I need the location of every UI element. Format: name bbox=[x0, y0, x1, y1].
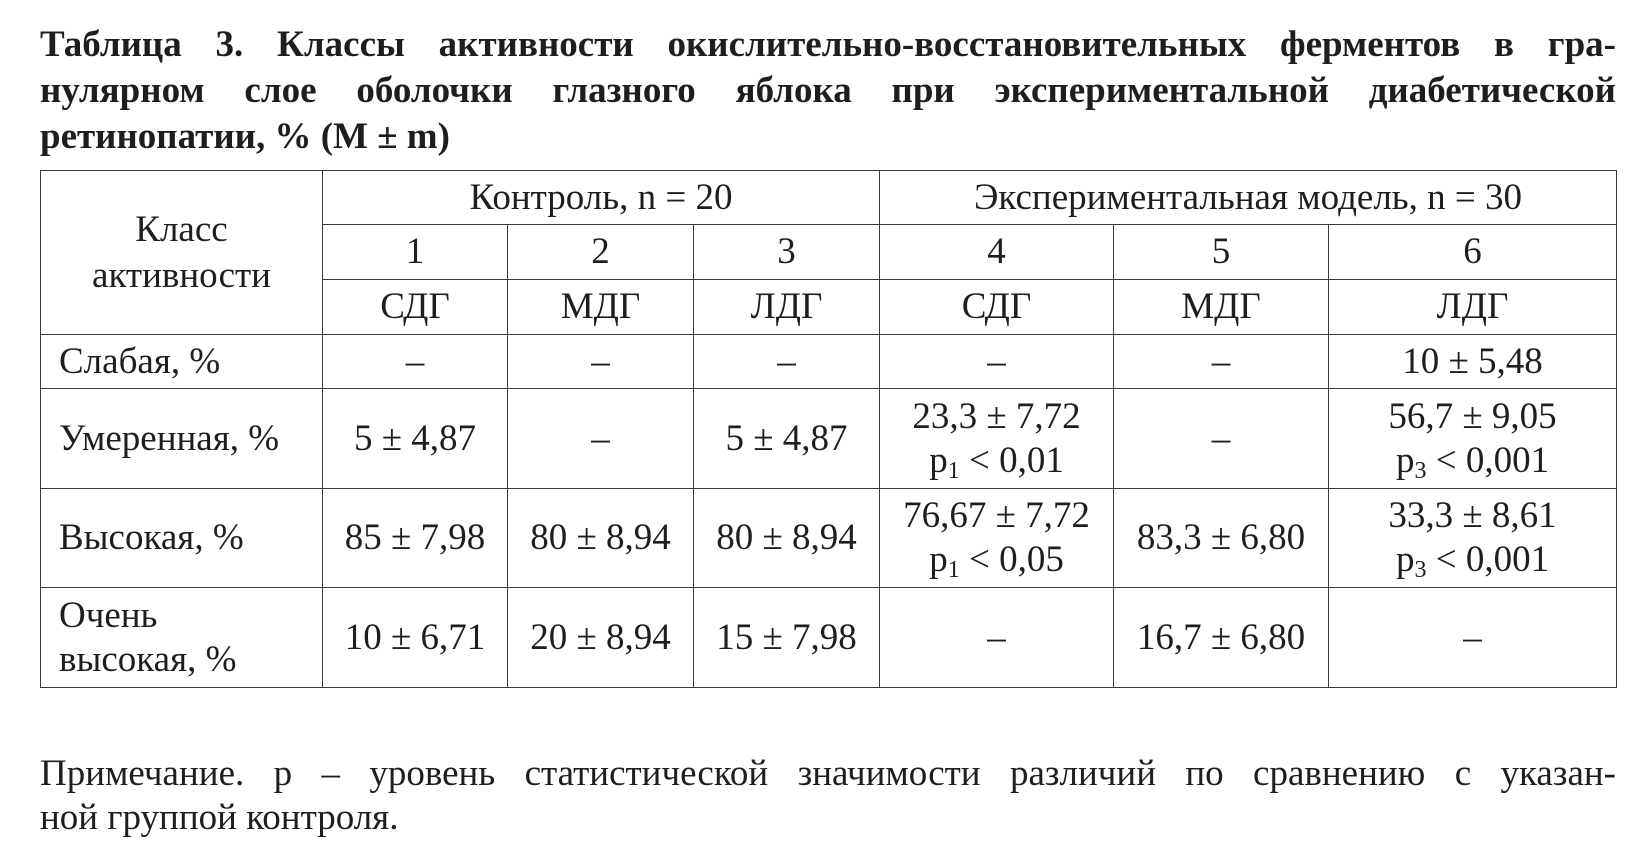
table-cell: 80 ± 8,94 bbox=[508, 489, 694, 588]
header-col-number: 3 bbox=[694, 225, 880, 280]
note-line-2: ной группой контроля. bbox=[40, 797, 399, 838]
cell-p-value: $p_3 < 0,001$ bbox=[1395, 539, 1550, 583]
table-cell bbox=[1329, 389, 1617, 489]
header-col-enzyme: МДГ bbox=[1114, 280, 1329, 335]
table-cell: 15 ± 7,98 bbox=[694, 588, 880, 688]
header-col-number: 1 bbox=[323, 225, 508, 280]
table-cell: 16,7 ± 6,80 bbox=[1114, 588, 1329, 688]
header-col-enzyme: СДГ bbox=[323, 280, 508, 335]
table-cell: – bbox=[508, 389, 694, 489]
header-col-enzyme: СДГ bbox=[880, 280, 1114, 335]
table-row-moderate bbox=[41, 389, 1617, 489]
caption-line-3: ретинопатии, % (M ± m) bbox=[40, 116, 450, 157]
header-group-control: Контроль, n = 20 bbox=[323, 171, 880, 225]
table-cell: – bbox=[1114, 389, 1329, 489]
row-label: Высокая, % bbox=[41, 489, 323, 588]
table-cell: 20 ± 8,94 bbox=[508, 588, 694, 688]
header-col-number: 2 bbox=[508, 225, 694, 280]
table-caption bbox=[40, 22, 1616, 160]
header-row-groups bbox=[41, 171, 1617, 225]
table-cell bbox=[880, 389, 1114, 489]
row-label: Очень высокая, % bbox=[41, 588, 323, 688]
header-col-enzyme: МДГ bbox=[508, 280, 694, 335]
cell-value: 56,7 ± 9,05 bbox=[1388, 395, 1557, 437]
header-group-experimental: Экспериментальная модель, n = 30 bbox=[880, 171, 1617, 225]
enzyme-activity-table bbox=[40, 170, 1617, 688]
table-cell: – bbox=[323, 335, 508, 389]
table-cell: 85 ± 7,98 bbox=[323, 489, 508, 588]
table-cell bbox=[1329, 489, 1617, 588]
table-note bbox=[40, 752, 1616, 840]
header-col-number: 5 bbox=[1114, 225, 1329, 280]
table-row-weak bbox=[41, 335, 1617, 389]
cell-p-value: $p_1 < 0,01$ bbox=[929, 439, 1064, 484]
table-cell: – bbox=[508, 335, 694, 389]
row-label: Слабая, % bbox=[41, 335, 323, 389]
table-cell: – bbox=[694, 335, 880, 389]
table-cell: 10 ± 6,71 bbox=[323, 588, 508, 688]
table-cell: – bbox=[880, 335, 1114, 389]
table-cell: 5 ± 4,87 bbox=[323, 389, 508, 489]
table-cell bbox=[880, 489, 1114, 588]
header-activity-class: Класс активности bbox=[41, 171, 323, 335]
table-row-high bbox=[41, 489, 1617, 588]
cell-p-value: $p_3 < 0,001$ bbox=[1395, 439, 1550, 484]
header-col-enzyme: ЛДГ bbox=[1329, 280, 1617, 335]
table-cell: 10 ± 5,48 bbox=[1329, 335, 1617, 389]
table-cell: – bbox=[1114, 335, 1329, 389]
note-line-1: Примечание. p – уровень статистической значимости различий по сравнению с указан- bbox=[40, 753, 1616, 794]
header-col-number: 4 bbox=[880, 225, 1114, 280]
table-row-very-high bbox=[41, 588, 1617, 688]
caption-line-2: нулярном слое оболочки глазного яблока при экспериментальной диабетической bbox=[40, 70, 1616, 111]
table-cell: – bbox=[880, 588, 1114, 688]
cell-p-value: $p_1 < 0,05$ bbox=[929, 539, 1064, 583]
table-cell: 80 ± 8,94 bbox=[694, 489, 880, 588]
cell-value: 76,67 ± 7,72 bbox=[903, 495, 1090, 536]
table-cell: 5 ± 4,87 bbox=[694, 389, 880, 489]
header-col-number: 6 bbox=[1329, 225, 1617, 280]
caption-line-1: Таблица 3. Классы активности окислительно-восстановительных ферментов в гра- bbox=[40, 24, 1616, 65]
table-cell: 83,3 ± 6,80 bbox=[1114, 489, 1329, 588]
table-cell: – bbox=[1329, 588, 1617, 688]
cell-value: 33,3 ± 8,61 bbox=[1388, 495, 1557, 536]
header-col-enzyme: ЛДГ bbox=[694, 280, 880, 335]
cell-value: 23,3 ± 7,72 bbox=[912, 395, 1081, 437]
row-label: Умеренная, % bbox=[41, 389, 323, 489]
